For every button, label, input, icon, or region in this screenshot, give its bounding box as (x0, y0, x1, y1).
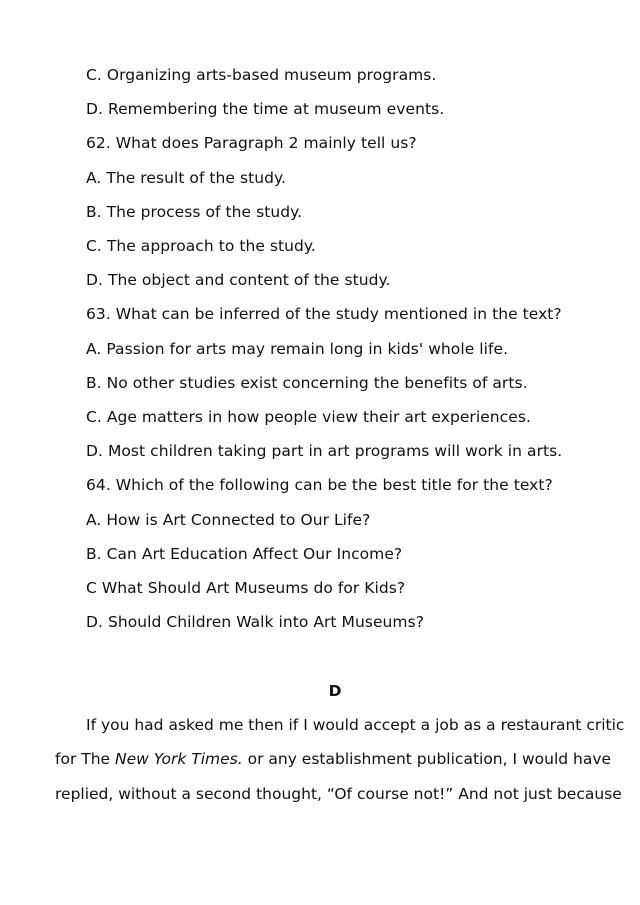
q63-option-b: B. No other studies exist concerning the benefits of arts. (86, 374, 528, 392)
q62-stem: 62. What does Paragraph 2 mainly tell us? (86, 134, 417, 152)
q63-option-a: A. Passion for arts may remain long in kids' whole life. (86, 340, 509, 358)
q62-option-c: C. The approach to the study. (86, 237, 316, 255)
q62-option-a: A. The result of the study. (86, 169, 287, 187)
q64-option-b: B. Can Art Education Affect Our Income? (86, 545, 403, 563)
q62-option-d: D. The object and content of the study. (86, 271, 391, 289)
q61-option-d: D. Remembering the time at museum events. (86, 100, 445, 118)
q63-stem: 63. What can be inferred of the study mentioned in the text? (86, 305, 562, 323)
q63-option-d: D. Most children taking part in art programs will work in arts. (86, 442, 563, 460)
newspaper-title: New York Times. (115, 750, 243, 768)
q64-option-d: D. Should Children Walk into Art Museums? (86, 613, 424, 631)
section-d-heading: D (328, 682, 342, 700)
passage-line-3: replied, without a second thought, “Of course not!” And not just because (55, 785, 622, 803)
passage-line-2-start: for The (55, 750, 115, 768)
q63-option-c: C. Age matters in how people view their art experiences. (86, 408, 531, 426)
q64-option-a: A. How is Art Connected to Our Life? (86, 511, 371, 529)
passage-line-2-end: or any establishment publication, I would have (242, 750, 612, 768)
passage-line-2 (55, 749, 611, 769)
passage-line-1: If you had asked me then if I would accept a job as a restaurant critic (86, 716, 625, 734)
q64-option-c: C What Should Art Museums do for Kids? (86, 579, 406, 597)
q64-stem: 64. Which of the following can be the best title for the text? (86, 476, 553, 494)
q62-option-b: B. The process of the study. (86, 203, 303, 221)
q61-option-c: C. Organizing arts-based museum programs. (86, 66, 437, 84)
